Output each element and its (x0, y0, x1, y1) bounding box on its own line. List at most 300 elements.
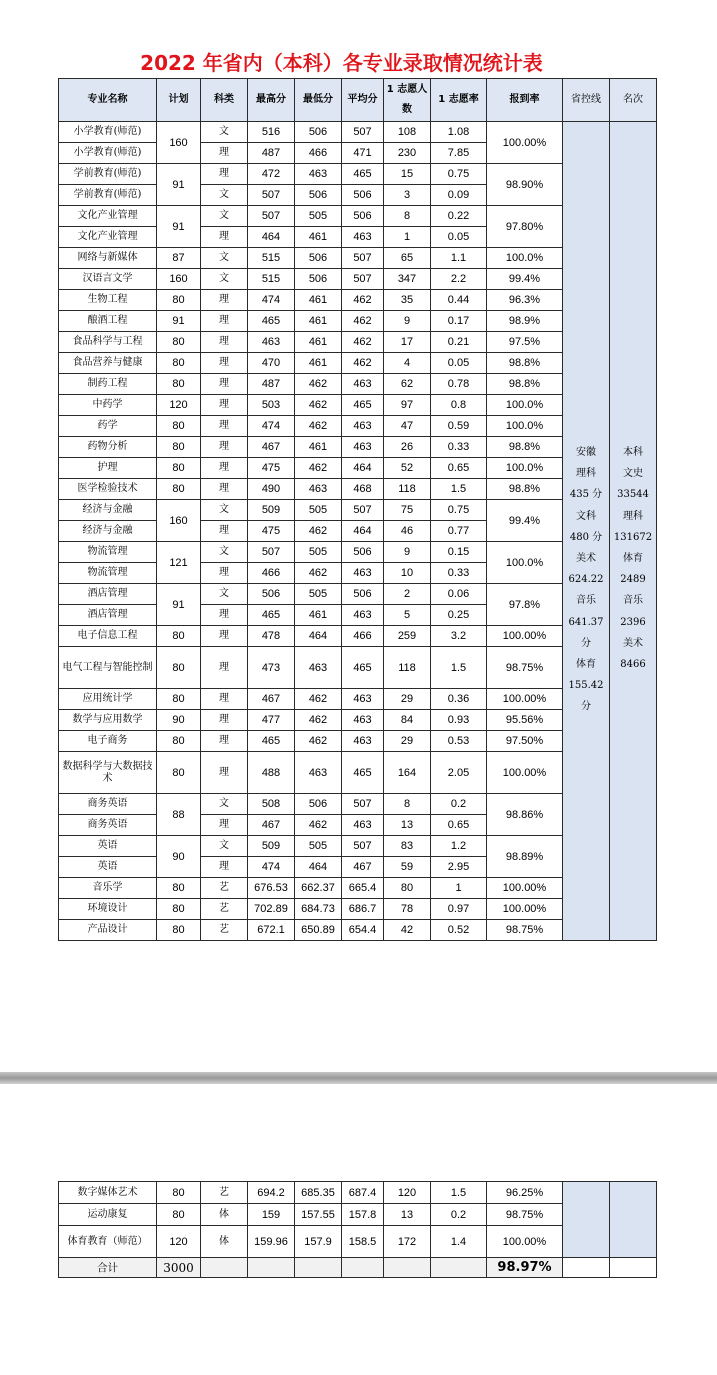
enroll-rate: 98.75% (487, 1204, 563, 1226)
plan-count: 80 (157, 1182, 201, 1204)
min-score: 506 (295, 122, 342, 143)
plan-count: 160 (157, 500, 201, 542)
first-choice-rate: 1.2 (431, 836, 487, 857)
avg-score: 507 (342, 794, 384, 815)
plan-count: 80 (157, 689, 201, 710)
first-choice-rate: 0.2 (431, 1204, 487, 1226)
min-score: 461 (295, 605, 342, 626)
max-score: 465 (248, 605, 295, 626)
subject-type: 理 (201, 332, 248, 353)
avg-score: 463 (342, 563, 384, 584)
major-name: 制药工程 (59, 374, 157, 395)
first-choice-rate: 0.05 (431, 227, 487, 248)
plan-count: 80 (157, 647, 201, 689)
first-choice-rate: 0.17 (431, 311, 487, 332)
first-choice-rate: 0.75 (431, 164, 487, 185)
first-choice-rate: 0.65 (431, 458, 487, 479)
plan-count: 80 (157, 1204, 201, 1226)
first-choice-count: 29 (384, 731, 431, 752)
first-choice-count: 8 (384, 206, 431, 227)
subject-type: 文 (201, 836, 248, 857)
plan-count: 80 (157, 920, 201, 941)
subject-type: 理 (201, 479, 248, 500)
max-score: 702.89 (248, 899, 295, 920)
admission-table-continued (58, 1181, 657, 1278)
subject-type: 文 (201, 584, 248, 605)
first-choice-count: 29 (384, 689, 431, 710)
avg-score: 462 (342, 332, 384, 353)
min-score: 157.55 (295, 1204, 342, 1226)
max-score: 475 (248, 521, 295, 542)
header-plan: 计划 (157, 79, 201, 122)
major-name: 学前教育(师范) (59, 185, 157, 206)
avg-score: 471 (342, 143, 384, 164)
min-score: 463 (295, 647, 342, 689)
major-name: 小学教育(师范) (59, 122, 157, 143)
plan-count: 80 (157, 437, 201, 458)
major-name: 药学 (59, 416, 157, 437)
min-score: 684.73 (295, 899, 342, 920)
min-score: 462 (295, 731, 342, 752)
max-score: 694.2 (248, 1182, 295, 1204)
max-score: 488 (248, 752, 295, 794)
plan-count: 160 (157, 122, 201, 164)
enroll-rate: 98.89% (487, 836, 563, 878)
avg-score: 463 (342, 416, 384, 437)
major-name: 应用统计学 (59, 689, 157, 710)
major-name: 小学教育(师范) (59, 143, 157, 164)
major-name: 网络与新媒体 (59, 248, 157, 269)
max-score: 508 (248, 794, 295, 815)
major-name: 物流管理 (59, 542, 157, 563)
avg-score: 466 (342, 626, 384, 647)
subject-type: 文 (201, 269, 248, 290)
min-score: 461 (295, 290, 342, 311)
avg-score: 686.7 (342, 899, 384, 920)
major-name: 医学检验技术 (59, 479, 157, 500)
major-name: 酒店管理 (59, 584, 157, 605)
avg-score: 463 (342, 437, 384, 458)
min-score: 505 (295, 500, 342, 521)
subject-type: 体 (201, 1204, 248, 1226)
first-choice-count: 10 (384, 563, 431, 584)
avg-score: 465 (342, 647, 384, 689)
enroll-rate: 98.90% (487, 164, 563, 206)
max-score: 490 (248, 479, 295, 500)
major-name: 环境设计 (59, 899, 157, 920)
plan-count: 80 (157, 731, 201, 752)
min-score: 506 (295, 185, 342, 206)
subject-type: 艺 (201, 1182, 248, 1204)
max-score: 477 (248, 710, 295, 731)
header-first: 1 志愿人数 (384, 79, 431, 122)
first-choice-rate: 0.09 (431, 185, 487, 206)
total-empty-cell (610, 1258, 657, 1278)
total-empty-cell (563, 1258, 610, 1278)
first-choice-count: 78 (384, 899, 431, 920)
enroll-rate: 100.00% (487, 878, 563, 899)
total-label: 合计 (59, 1258, 157, 1278)
min-score: 461 (295, 332, 342, 353)
min-score: 463 (295, 752, 342, 794)
plan-count: 91 (157, 311, 201, 332)
first-choice-count: 52 (384, 458, 431, 479)
first-choice-count: 80 (384, 878, 431, 899)
major-name: 数字媒体艺术 (59, 1182, 157, 1204)
first-choice-rate: 0.44 (431, 290, 487, 311)
avg-score: 462 (342, 311, 384, 332)
avg-score: 462 (342, 290, 384, 311)
max-score: 465 (248, 731, 295, 752)
max-score: 472 (248, 164, 295, 185)
max-score: 672.1 (248, 920, 295, 941)
avg-score: 506 (342, 542, 384, 563)
enroll-rate: 100.00% (487, 899, 563, 920)
first-choice-rate: 0.93 (431, 710, 487, 731)
major-name: 食品营养与健康 (59, 353, 157, 374)
avg-score: 506 (342, 185, 384, 206)
first-choice-count: 26 (384, 437, 431, 458)
max-score: 509 (248, 836, 295, 857)
max-score: 516 (248, 122, 295, 143)
first-choice-rate: 0.8 (431, 395, 487, 416)
enroll-rate: 98.8% (487, 353, 563, 374)
enroll-rate: 98.8% (487, 479, 563, 500)
enroll-rate: 95.56% (487, 710, 563, 731)
first-choice-count: 259 (384, 626, 431, 647)
major-name: 酒店管理 (59, 605, 157, 626)
total-empty-cell (248, 1258, 295, 1278)
page-break (0, 1072, 717, 1084)
subject-type: 文 (201, 122, 248, 143)
min-score: 685.35 (295, 1182, 342, 1204)
subject-type: 文 (201, 542, 248, 563)
first-choice-count: 347 (384, 269, 431, 290)
subject-type: 理 (201, 437, 248, 458)
major-name: 中药学 (59, 395, 157, 416)
max-score: 465 (248, 311, 295, 332)
major-name: 产品设计 (59, 920, 157, 941)
max-score: 467 (248, 437, 295, 458)
plan-count: 120 (157, 1226, 201, 1258)
min-score: 505 (295, 836, 342, 857)
min-score: 461 (295, 311, 342, 332)
plan-count: 91 (157, 206, 201, 248)
enroll-rate: 98.86% (487, 794, 563, 836)
first-choice-count: 75 (384, 500, 431, 521)
total-empty-cell (295, 1258, 342, 1278)
min-score: 462 (295, 395, 342, 416)
first-choice-rate: 1.5 (431, 647, 487, 689)
max-score: 507 (248, 206, 295, 227)
subject-type: 文 (201, 794, 248, 815)
plan-count: 80 (157, 290, 201, 311)
max-score: 507 (248, 542, 295, 563)
major-name: 电子信息工程 (59, 626, 157, 647)
first-choice-count: 172 (384, 1226, 431, 1258)
first-choice-rate: 0.22 (431, 206, 487, 227)
major-name: 护理 (59, 458, 157, 479)
max-score: 470 (248, 353, 295, 374)
table-row (59, 122, 657, 143)
plan-count: 121 (157, 542, 201, 584)
total-row (59, 1258, 657, 1278)
avg-score: 465 (342, 752, 384, 794)
max-score: 473 (248, 647, 295, 689)
plan-count: 80 (157, 416, 201, 437)
major-name: 数据科学与大数据技术 (59, 752, 157, 794)
plan-count: 80 (157, 374, 201, 395)
plan-count: 80 (157, 899, 201, 920)
avg-score: 463 (342, 374, 384, 395)
major-name: 音乐学 (59, 878, 157, 899)
plan-count: 91 (157, 584, 201, 626)
subject-type: 艺 (201, 878, 248, 899)
plan-count: 80 (157, 332, 201, 353)
avg-score: 506 (342, 206, 384, 227)
min-score: 462 (295, 689, 342, 710)
header-max: 最高分 (248, 79, 295, 122)
max-score: 467 (248, 689, 295, 710)
major-name: 药物分析 (59, 437, 157, 458)
min-score: 505 (295, 584, 342, 605)
header-name: 专业名称 (59, 79, 157, 122)
min-score: 505 (295, 542, 342, 563)
major-name: 食品科学与工程 (59, 332, 157, 353)
first-choice-rate: 0.52 (431, 920, 487, 941)
first-choice-count: 15 (384, 164, 431, 185)
max-score: 159 (248, 1204, 295, 1226)
subject-type: 理 (201, 626, 248, 647)
major-name: 经济与金融 (59, 521, 157, 542)
first-choice-count: 118 (384, 479, 431, 500)
enroll-rate: 96.25% (487, 1182, 563, 1204)
first-choice-rate: 0.97 (431, 899, 487, 920)
avg-score: 463 (342, 731, 384, 752)
header-enroll-rate: 报到率 (487, 79, 563, 122)
plan-count: 90 (157, 710, 201, 731)
first-choice-count: 8 (384, 794, 431, 815)
subject-type: 文 (201, 500, 248, 521)
first-choice-rate: 0.2 (431, 794, 487, 815)
plan-count: 80 (157, 752, 201, 794)
max-score: 487 (248, 374, 295, 395)
max-score: 475 (248, 458, 295, 479)
major-name: 酿酒工程 (59, 311, 157, 332)
subject-type: 理 (201, 563, 248, 584)
major-name: 英语 (59, 836, 157, 857)
max-score: 515 (248, 248, 295, 269)
min-score: 463 (295, 164, 342, 185)
subject-type: 理 (201, 647, 248, 689)
major-name: 体育教育（师范） (59, 1226, 157, 1258)
min-score: 662.37 (295, 878, 342, 899)
avg-score: 463 (342, 689, 384, 710)
first-choice-rate: 0.33 (431, 437, 487, 458)
avg-score: 507 (342, 836, 384, 857)
total-empty-cell (384, 1258, 431, 1278)
max-score: 474 (248, 857, 295, 878)
avg-score: 467 (342, 857, 384, 878)
major-name: 经济与金融 (59, 500, 157, 521)
first-choice-count: 47 (384, 416, 431, 437)
major-name: 学前教育(师范) (59, 164, 157, 185)
first-choice-rate: 1.5 (431, 479, 487, 500)
subject-type: 艺 (201, 899, 248, 920)
first-choice-count: 62 (384, 374, 431, 395)
subject-type: 理 (201, 731, 248, 752)
first-choice-count: 13 (384, 1204, 431, 1226)
first-choice-rate: 0.25 (431, 605, 487, 626)
min-score: 462 (295, 458, 342, 479)
major-name: 电子商务 (59, 731, 157, 752)
first-choice-rate: 0.78 (431, 374, 487, 395)
header-first-rate: 1 志愿率 (431, 79, 487, 122)
plan-count: 80 (157, 353, 201, 374)
first-choice-count: 3 (384, 185, 431, 206)
major-name: 文化产业管理 (59, 206, 157, 227)
first-choice-count: 9 (384, 311, 431, 332)
enroll-rate: 100.0% (487, 458, 563, 479)
subject-type: 理 (201, 164, 248, 185)
first-choice-count: 46 (384, 521, 431, 542)
admission-table (58, 78, 657, 941)
subject-type: 理 (201, 311, 248, 332)
first-choice-count: 2 (384, 584, 431, 605)
major-name: 物流管理 (59, 563, 157, 584)
major-name: 英语 (59, 857, 157, 878)
table-row (59, 1182, 657, 1204)
subject-type: 理 (201, 416, 248, 437)
first-choice-rate: 2.05 (431, 752, 487, 794)
min-score: 461 (295, 353, 342, 374)
header-row (59, 79, 657, 122)
plan-count: 88 (157, 794, 201, 836)
enroll-rate: 100.00% (487, 1226, 563, 1258)
max-score: 507 (248, 185, 295, 206)
avg-score: 464 (342, 521, 384, 542)
first-choice-rate: 1.5 (431, 1182, 487, 1204)
plan-count: 160 (157, 269, 201, 290)
first-choice-count: 120 (384, 1182, 431, 1204)
subject-type: 理 (201, 227, 248, 248)
avg-score: 654.4 (342, 920, 384, 941)
avg-score: 465 (342, 395, 384, 416)
subject-type: 理 (201, 710, 248, 731)
enroll-rate: 100.00% (487, 752, 563, 794)
avg-score: 468 (342, 479, 384, 500)
min-score: 505 (295, 206, 342, 227)
first-choice-rate: 2.95 (431, 857, 487, 878)
first-choice-rate: 0.65 (431, 815, 487, 836)
control-line-cell-continued (563, 1182, 610, 1258)
first-choice-rate: 0.53 (431, 731, 487, 752)
avg-score: 507 (342, 500, 384, 521)
enroll-rate: 99.4% (487, 269, 563, 290)
subject-type: 理 (201, 458, 248, 479)
enroll-rate: 100.0% (487, 248, 563, 269)
total-enroll-rate: 98.97% (487, 1258, 563, 1278)
header-avg: 平均分 (342, 79, 384, 122)
first-choice-rate: 2.2 (431, 269, 487, 290)
first-choice-count: 35 (384, 290, 431, 311)
min-score: 506 (295, 794, 342, 815)
subject-type: 理 (201, 290, 248, 311)
first-choice-count: 83 (384, 836, 431, 857)
max-score: 487 (248, 143, 295, 164)
first-choice-rate: 0.59 (431, 416, 487, 437)
avg-score: 157.8 (342, 1204, 384, 1226)
first-choice-count: 42 (384, 920, 431, 941)
min-score: 157.9 (295, 1226, 342, 1258)
min-score: 650.89 (295, 920, 342, 941)
max-score: 503 (248, 395, 295, 416)
avg-score: 464 (342, 458, 384, 479)
max-score: 474 (248, 416, 295, 437)
first-choice-count: 97 (384, 395, 431, 416)
enroll-rate: 98.8% (487, 374, 563, 395)
plan-count: 80 (157, 878, 201, 899)
max-score: 467 (248, 815, 295, 836)
min-score: 506 (295, 248, 342, 269)
max-score: 463 (248, 332, 295, 353)
avg-score: 465 (342, 164, 384, 185)
subject-type: 文 (201, 185, 248, 206)
enroll-rate: 98.75% (487, 647, 563, 689)
major-name: 汉语言文学 (59, 269, 157, 290)
min-score: 462 (295, 416, 342, 437)
plan-count: 120 (157, 395, 201, 416)
min-score: 462 (295, 710, 342, 731)
max-score: 474 (248, 290, 295, 311)
avg-score: 463 (342, 605, 384, 626)
subject-type: 艺 (201, 920, 248, 941)
first-choice-count: 1 (384, 227, 431, 248)
avg-score: 507 (342, 248, 384, 269)
first-choice-count: 118 (384, 647, 431, 689)
first-choice-rate: 1 (431, 878, 487, 899)
total-empty-cell (431, 1258, 487, 1278)
enroll-rate: 98.75% (487, 920, 563, 941)
major-name: 文化产业管理 (59, 227, 157, 248)
enroll-rate: 97.80% (487, 206, 563, 248)
header-subject: 科类 (201, 79, 248, 122)
subject-type: 理 (201, 857, 248, 878)
first-choice-count: 4 (384, 353, 431, 374)
header-control-line: 省控线 (563, 79, 610, 122)
min-score: 462 (295, 563, 342, 584)
max-score: 515 (248, 269, 295, 290)
first-choice-rate: 7.85 (431, 143, 487, 164)
first-choice-rate: 1.08 (431, 122, 487, 143)
first-choice-rate: 0.06 (431, 584, 487, 605)
enroll-rate: 100.00% (487, 626, 563, 647)
first-choice-rate: 0.15 (431, 542, 487, 563)
subject-type: 文 (201, 248, 248, 269)
plan-count: 90 (157, 836, 201, 878)
min-score: 464 (295, 626, 342, 647)
subject-type: 理 (201, 521, 248, 542)
max-score: 506 (248, 584, 295, 605)
first-choice-count: 9 (384, 542, 431, 563)
total-empty-cell (201, 1258, 248, 1278)
subject-type: 理 (201, 689, 248, 710)
rank-cell: 本科 文史 33544 理科 131672 体育 2489 音乐 2396 美术 8466 (610, 122, 657, 941)
subject-type: 体 (201, 1226, 248, 1258)
subject-type: 理 (201, 395, 248, 416)
enroll-rate: 100.0% (487, 395, 563, 416)
subject-type: 理 (201, 752, 248, 794)
